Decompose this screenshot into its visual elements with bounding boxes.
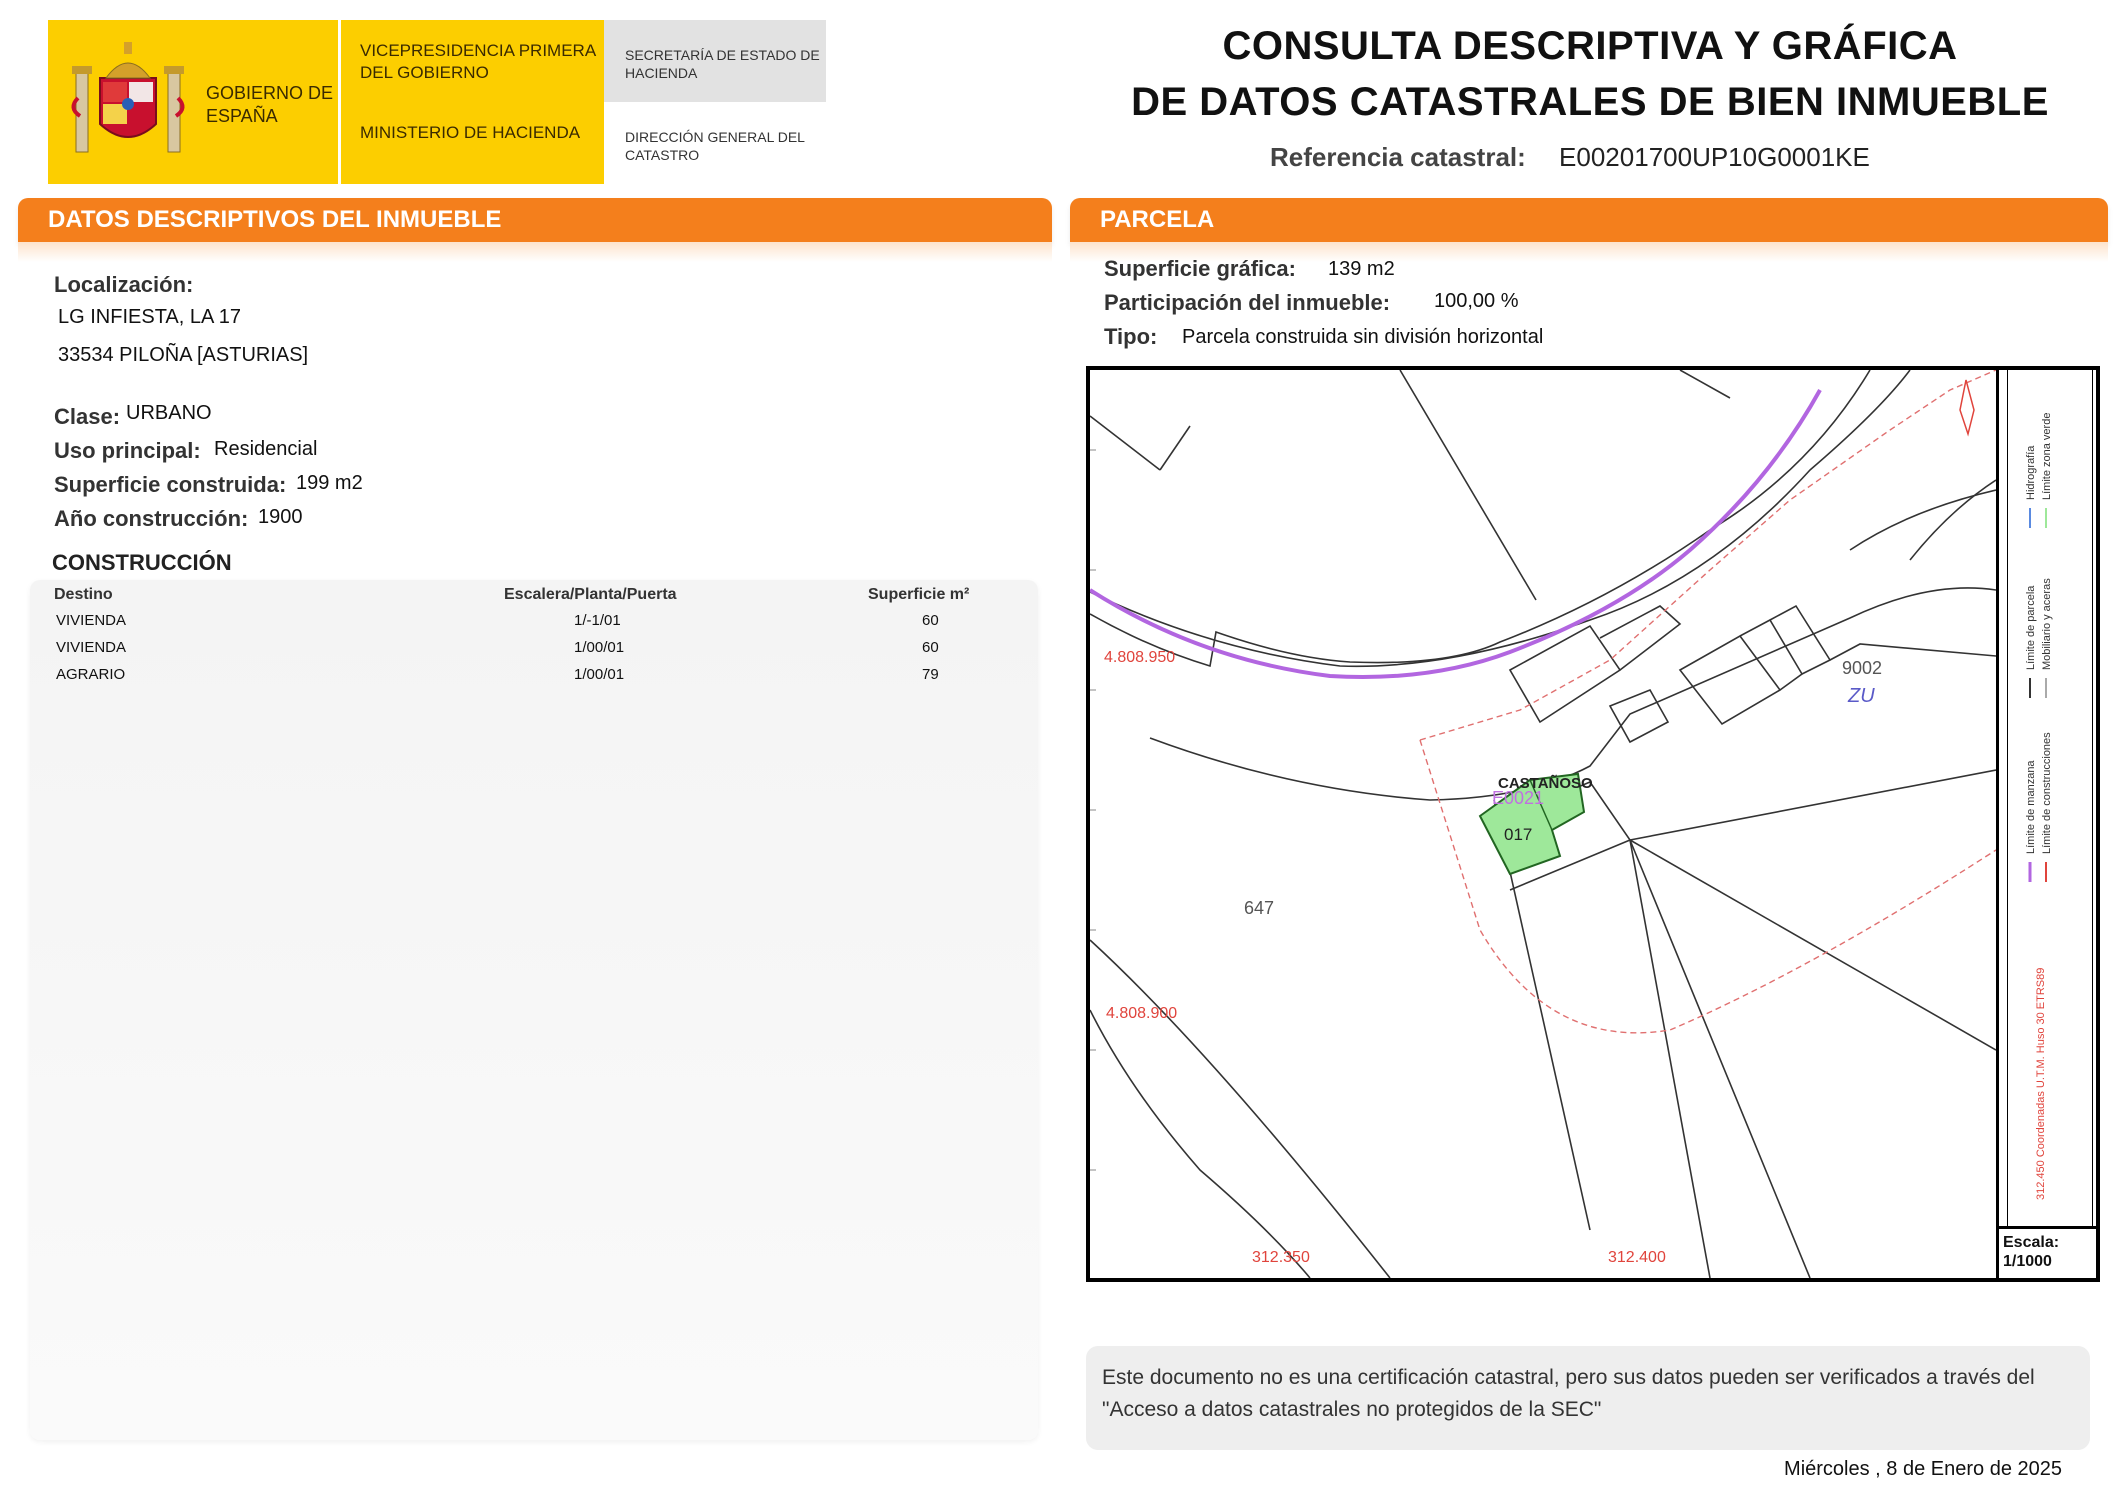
disclaimer-text: Este documento no es una certificación catastral, pero sus datos pueden ser verificados a través del "Acceso a datos catastrales no protegidos de la SEC" — [1102, 1366, 2035, 1421]
referencia-catastral-row — [1270, 142, 1870, 173]
parcela-title: PARCELA — [1100, 206, 1215, 233]
table-row-escalera: 1/00/01 — [574, 639, 625, 656]
coord-x1-label: 312.350 — [1252, 1249, 1310, 1266]
north-arrow-icon — [1960, 380, 1974, 434]
gobierno-espana-text: GOBIERNO DE ESPAÑA — [206, 83, 334, 127]
road-centerline — [1090, 390, 1820, 677]
table-header-superficie: Superficie m² — [868, 586, 970, 603]
building-outline — [1740, 620, 1802, 690]
building-outline — [1600, 606, 1680, 670]
legend-item: Límite zona verde — [2041, 412, 2053, 500]
escala-value: 1/1000 — [2003, 1253, 2052, 1271]
anio-construccion-label: Año construcción: — [54, 506, 249, 531]
label-castanoso: CASTAÑOSO — [1498, 775, 1593, 792]
construccion-table — [30, 580, 1038, 1440]
vicepresidencia-text: VICEPRESIDENCIA PRIMERA DEL GOBIERNO — [360, 41, 596, 83]
coord-y1-label: 4.808.950 — [1104, 649, 1176, 666]
disclaimer-box — [1086, 1346, 2090, 1450]
coord-x2-label: 312.400 — [1608, 1249, 1666, 1266]
tipo-value: Parcela construida sin división horizontal — [1182, 326, 1544, 348]
legend-item: Límite de construcciones — [2041, 732, 2053, 854]
legend-drawing — [2008, 370, 2092, 1226]
participacion-label: Participación del inmueble: — [1104, 290, 1391, 315]
parcel-line — [1680, 370, 1730, 398]
table-row-superficie: 79 — [922, 666, 939, 683]
referencia-label: Referencia catastral: — [1270, 142, 1526, 172]
table-row-destino: AGRARIO — [56, 666, 126, 683]
clase-value: URBANO — [126, 402, 212, 424]
parcela-header — [1070, 198, 2108, 242]
label-647: 647 — [1244, 898, 1275, 918]
table-header-destino: Destino — [54, 586, 113, 603]
header-separator — [338, 20, 341, 184]
escala-label: Escala: — [2003, 1234, 2060, 1251]
map-legend — [1996, 370, 2099, 1278]
parcel-line — [1850, 490, 1996, 550]
superficie-construida-label: Superficie construida: — [54, 472, 287, 497]
clase-label: Clase: — [54, 404, 121, 429]
uso-principal-label: Uso principal: — [54, 438, 201, 463]
parcel-line — [1090, 416, 1160, 470]
map-drawing — [1090, 370, 1996, 1278]
superficie-construida-value: 199 m2 — [296, 472, 363, 494]
address-line2: 33534 PILOÑA [ASTURIAS] — [58, 344, 309, 366]
localizacion-label: Localización: — [54, 272, 194, 297]
legend-item: Mobiliario y aceras — [2041, 578, 2053, 670]
parcel-line — [1630, 770, 1996, 840]
legend-item: Límite de parcela — [2025, 585, 2037, 670]
construccion-title: CONSTRUCCIÓN — [52, 550, 232, 575]
legend-inner-frame — [2007, 370, 2093, 1226]
legend-item: Hidrografía — [2025, 445, 2037, 500]
label-e0021: E0021 — [1492, 788, 1545, 808]
coord-y2-label: 4.808.900 — [1106, 1005, 1178, 1022]
building-outline — [1680, 636, 1780, 724]
parcel-line — [1630, 840, 1710, 1278]
building-outline — [1610, 690, 1668, 742]
address-line1: LG INFIESTA, LA 17 — [58, 306, 242, 328]
table-row-escalera: 1/00/01 — [574, 666, 625, 683]
band-shadow — [18, 242, 1052, 262]
parcel-line — [1630, 840, 1996, 1050]
parcel-line — [1910, 480, 1996, 560]
superficie-grafica-label: Superficie gráfica: — [1104, 256, 1296, 281]
escala-box — [1999, 1226, 2099, 1278]
legend-item: Límite de manzana — [2025, 760, 2037, 854]
coat-of-arms-icon — [70, 38, 186, 162]
table-header-escalera: Escalera/Planta/Puerta — [504, 586, 677, 603]
ministerio-text: MINISTERIO DE HACIENDA — [360, 123, 581, 142]
uso-principal-value: Residencial — [214, 438, 318, 460]
cadastral-map[interactable] — [1086, 366, 2100, 1282]
document-date: Miércoles , 8 de Enero de 2025 — [1784, 1458, 2062, 1480]
road-edge-inner — [1090, 370, 1870, 666]
table-row-destino: VIVIENDA — [56, 612, 127, 629]
document-title-line1: CONSULTA DESCRIPTIVA Y GRÁFICA — [1222, 24, 1958, 68]
legend-coords-text: 312.450 Coordenadas U.T.M. Huso 30 ETRS89 — [2035, 967, 2047, 1200]
parcel-line — [1090, 940, 1390, 1278]
tipo-label: Tipo: — [1104, 324, 1158, 349]
parcel-line — [1160, 426, 1190, 470]
table-row-superficie: 60 — [922, 612, 939, 629]
label-9002: 9002 — [1842, 658, 1883, 678]
label-zu: ZU — [1848, 685, 1875, 707]
document-title-line2: DE DATOS CATASTRALES DE BIEN INMUEBLE — [1131, 80, 2049, 124]
label-017: 017 — [1504, 825, 1533, 844]
superficie-grafica-value: 139 m2 — [1328, 258, 1395, 280]
road-edge-upper — [1090, 370, 1910, 666]
table-row-destino: VIVIENDA — [56, 639, 127, 656]
direccion-general-text: DIRECCIÓN GENERAL DEL CATASTRO — [625, 129, 805, 164]
parcel-line — [1400, 370, 1536, 600]
table-row-escalera: 1/-1/01 — [574, 612, 621, 629]
anio-construccion-value: 1900 — [258, 506, 303, 528]
secretaria-text: SECRETARÍA DE ESTADO DE HACIENDA — [625, 47, 820, 82]
referencia-value: E00201700UP10G0001KE — [1559, 142, 1870, 172]
parcel-line — [1630, 840, 1810, 1278]
participacion-value: 100,00 % — [1434, 290, 1519, 312]
datos-descriptivos-title: DATOS DESCRIPTIVOS DEL INMUEBLE — [48, 206, 502, 233]
datos-descriptivos-header — [18, 198, 1052, 242]
dashed-limit-line — [1420, 370, 1996, 740]
parcel-line — [1090, 1010, 1310, 1278]
table-row-superficie: 60 — [922, 639, 939, 656]
